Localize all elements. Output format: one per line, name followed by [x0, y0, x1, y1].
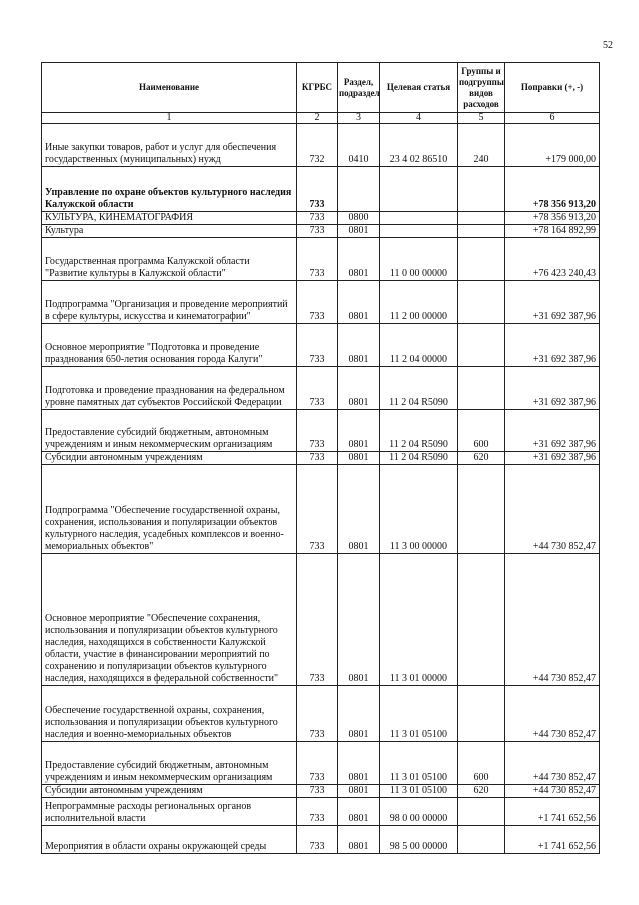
row-group: [458, 465, 505, 554]
row-name: Субсидии автономным учреждениям: [42, 452, 297, 465]
row-target: [380, 212, 458, 225]
header-name: Наименование: [42, 63, 297, 113]
row-kgrbs: 733: [297, 452, 338, 465]
row-name: Субсидии автономным учреждениям: [42, 785, 297, 798]
row-amount: +179 000,00: [505, 124, 600, 167]
budget-table: [41, 62, 600, 854]
row-name: Предоставление субсидий бюджетным, автономным учреждениям и иным некоммерческим организациям: [42, 742, 297, 785]
row-amount: +78 356 913,20: [505, 212, 600, 225]
header-amendments: Поправки (+, -): [505, 63, 600, 113]
column-number: 1: [42, 113, 297, 124]
table-row: [42, 742, 600, 785]
row-target: 98 0 00 00000: [380, 798, 458, 826]
row-kgrbs: 733: [297, 324, 338, 367]
table-row: [42, 554, 600, 686]
row-kgrbs: 733: [297, 367, 338, 410]
table-row: [42, 785, 600, 798]
row-target: 11 3 00 00000: [380, 465, 458, 554]
row-group: [458, 798, 505, 826]
row-name: Основное мероприятие "Обеспечение сохранения, использования и популяризации объектов культурного наследия, находящихся в собственности Калужской области, участие в финансировании мероприятий по сохранению и популяризации объектов культурного наследия, находящихся в федеральной собственности": [42, 554, 297, 686]
row-name: Мероприятия в области охраны окружающей среды: [42, 826, 297, 854]
row-amount: +44 730 852,47: [505, 465, 600, 554]
row-amount: +31 692 387,96: [505, 410, 600, 452]
table-row: [42, 238, 600, 281]
row-amount: +1 741 652,56: [505, 798, 600, 826]
row-group: 600: [458, 410, 505, 452]
row-kgrbs: 733: [297, 798, 338, 826]
table-row: [42, 798, 600, 826]
row-group: 600: [458, 742, 505, 785]
row-section: 0410: [338, 124, 380, 167]
table-row: [42, 686, 600, 742]
row-kgrbs: 733: [297, 212, 338, 225]
row-section: 0801: [338, 798, 380, 826]
table-row: [42, 826, 600, 854]
row-kgrbs: 733: [297, 742, 338, 785]
row-kgrbs: 733: [297, 826, 338, 854]
row-group: [458, 225, 505, 238]
row-kgrbs: 733: [297, 238, 338, 281]
row-kgrbs: 733: [297, 554, 338, 686]
row-name: Подготовка и проведение празднования на федеральном уровне памятных дат субъектов Российской Федерации: [42, 367, 297, 410]
table-row: [42, 465, 600, 554]
header-kgrbs: КГРБС: [297, 63, 338, 113]
row-target: 11 3 01 05100: [380, 686, 458, 742]
row-group: [458, 324, 505, 367]
column-number: 6: [505, 113, 600, 124]
row-amount: +44 730 852,47: [505, 742, 600, 785]
row-group: [458, 686, 505, 742]
row-target: 11 3 01 05100: [380, 742, 458, 785]
row-amount: +78 356 913,20: [505, 167, 600, 212]
header-target: Целевая статья: [380, 63, 458, 113]
row-name: Иные закупки товаров, работ и услуг для обеспечения государственных (муниципальных) нужд: [42, 124, 297, 167]
row-target: 11 2 04 00000: [380, 324, 458, 367]
row-group: [458, 554, 505, 686]
row-group: [458, 281, 505, 324]
row-name: Непрограммные расходы региональных органов исполнительной власти: [42, 798, 297, 826]
row-name: Управление по охране объектов культурного наследия Калужской области: [42, 167, 297, 212]
table-row: [42, 410, 600, 452]
row-group: [458, 826, 505, 854]
page-number: 52: [603, 40, 613, 51]
header-group: Группы и подгруппы видов расходов: [458, 63, 505, 113]
row-name: Обеспечение государственной охраны, сохранения, использования и популяризации объектов культурного наследия и военно-мемориальных объектов: [42, 686, 297, 742]
column-number: 4: [380, 113, 458, 124]
row-name: Подпрограмма "Обеспечение государственной охраны, сохранения, использования и популяризации объектов культурного наследия, усадебных комплексов и военно-мемориальных объектов": [42, 465, 297, 554]
row-section: 0801: [338, 367, 380, 410]
row-section: 0801: [338, 410, 380, 452]
column-number-row: [42, 113, 600, 124]
row-group: [458, 238, 505, 281]
row-target: 11 2 00 00000: [380, 281, 458, 324]
row-group: [458, 212, 505, 225]
column-number: 3: [338, 113, 380, 124]
row-target: [380, 225, 458, 238]
table-header-row: [42, 63, 600, 113]
row-name: Государственная программа Калужской области "Развитие культуры в Калужской области": [42, 238, 297, 281]
column-number: 5: [458, 113, 505, 124]
row-section: 0801: [338, 785, 380, 798]
row-group: [458, 167, 505, 212]
row-section: 0801: [338, 324, 380, 367]
row-section: 0801: [338, 281, 380, 324]
row-target: 11 0 00 00000: [380, 238, 458, 281]
row-amount: +44 730 852,47: [505, 554, 600, 686]
row-target: 11 2 04 R5090: [380, 410, 458, 452]
row-kgrbs: 733: [297, 225, 338, 238]
table-row: [42, 452, 600, 465]
row-amount: +31 692 387,96: [505, 324, 600, 367]
row-target: 11 2 04 R5090: [380, 452, 458, 465]
row-section: 0801: [338, 238, 380, 281]
row-group: 620: [458, 785, 505, 798]
row-name: Подпрограмма "Организация и проведение мероприятий в сфере культуры, искусства и кинематографии": [42, 281, 297, 324]
row-amount: +44 730 852,47: [505, 686, 600, 742]
row-group: 240: [458, 124, 505, 167]
row-target: 98 5 00 00000: [380, 826, 458, 854]
table-row: [42, 367, 600, 410]
row-target: 11 3 01 00000: [380, 554, 458, 686]
row-amount: +78 164 892,99: [505, 225, 600, 238]
row-section: 0801: [338, 686, 380, 742]
row-target: [380, 167, 458, 212]
row-amount: +31 692 387,96: [505, 367, 600, 410]
row-amount: +1 741 652,56: [505, 826, 600, 854]
row-amount: +31 692 387,96: [505, 281, 600, 324]
column-number: 2: [297, 113, 338, 124]
row-name: Предоставление субсидий бюджетным, автономным учреждениям и иным некоммерческим организациям: [42, 410, 297, 452]
row-name: Культура: [42, 225, 297, 238]
row-kgrbs: 733: [297, 410, 338, 452]
table-row: [42, 324, 600, 367]
row-kgrbs: 733: [297, 167, 338, 212]
row-section: 0801: [338, 465, 380, 554]
row-target: 11 2 04 R5090: [380, 367, 458, 410]
row-kgrbs: 733: [297, 281, 338, 324]
row-section: [338, 167, 380, 212]
row-section: 0801: [338, 225, 380, 238]
table-row: [42, 225, 600, 238]
row-target: 11 3 01 05100: [380, 785, 458, 798]
table-row: [42, 167, 600, 212]
row-target: 23 4 02 86510: [380, 124, 458, 167]
row-section: 0801: [338, 452, 380, 465]
row-section: 0801: [338, 826, 380, 854]
row-amount: +44 730 852,47: [505, 785, 600, 798]
table-row: [42, 212, 600, 225]
row-kgrbs: 732: [297, 124, 338, 167]
row-amount: +76 423 240,43: [505, 238, 600, 281]
row-kgrbs: 733: [297, 785, 338, 798]
table-row: [42, 281, 600, 324]
table-row: [42, 124, 600, 167]
row-section: 0801: [338, 742, 380, 785]
row-kgrbs: 733: [297, 686, 338, 742]
row-group: 620: [458, 452, 505, 465]
row-section: 0800: [338, 212, 380, 225]
row-amount: +31 692 387,96: [505, 452, 600, 465]
header-section: Раздел, подраздел: [338, 63, 380, 113]
row-name: Основное мероприятие "Подготовка и проведение празднования 650-летия основания города Калуги": [42, 324, 297, 367]
row-group: [458, 367, 505, 410]
row-section: 0801: [338, 554, 380, 686]
row-kgrbs: 733: [297, 465, 338, 554]
row-name: КУЛЬТУРА, КИНЕМАТОГРАФИЯ: [42, 212, 297, 225]
